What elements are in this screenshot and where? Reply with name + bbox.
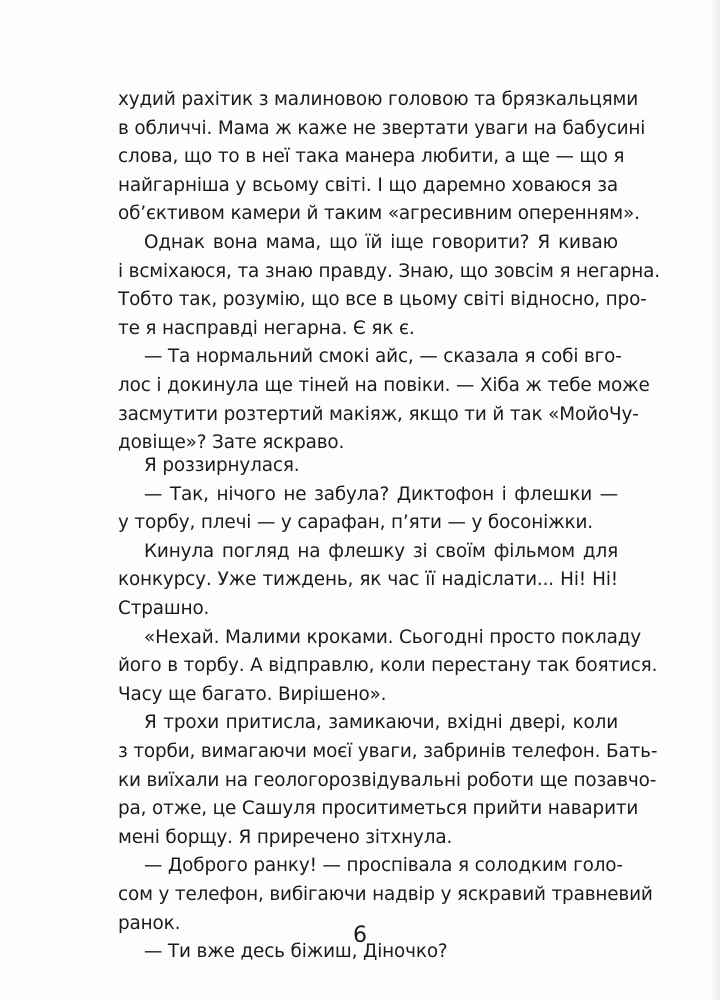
text-line: Часу ще багато. Вирішено». bbox=[118, 683, 387, 705]
text-line: — Так, нічого не забула? Диктофон і флешки — bbox=[144, 483, 618, 505]
page-number: 6 bbox=[353, 923, 367, 948]
text-line: Тобто так, розумію, що все в цьому світі відносно, про- bbox=[118, 289, 647, 311]
text-line: з торби, вимагаючи моєї уваги, забринів телефон. Бать- bbox=[118, 740, 658, 762]
text-line: лос і докинула ще тіней на повіки. — Хіба ж тебе може bbox=[118, 374, 650, 396]
text-line: конкурсу. Уже тиждень, як час її надіслати... Ні! Ні! bbox=[118, 569, 618, 591]
text-block-upper bbox=[118, 86, 660, 458]
text-line: слова, що то в неї така манера любити, а ще — що я bbox=[118, 146, 625, 168]
text-line: худий рахітик з малиновою головою та брязкальцями bbox=[118, 89, 639, 110]
text-line: ра, отже, це Сашуля проситиметься прийти наварити bbox=[118, 798, 639, 820]
text-line: сом у телефон, вибігаючи надвір у яскравий травневий bbox=[118, 883, 653, 905]
text-line: «Нехай. Малими кроками. Сьогодні просто покладу bbox=[144, 626, 642, 648]
text-line: — Доброго ранку! — проспівала я солодким голо- bbox=[144, 855, 623, 877]
text-line: Я роззирнулася. bbox=[144, 455, 300, 476]
text-line: ранок. bbox=[118, 912, 181, 934]
text-line: довіще»? Зате яскраво. bbox=[118, 432, 345, 454]
text-line: — Ти вже десь біжиш, Діночко? bbox=[144, 941, 448, 963]
text-line: Кинула погляд на флешку зі своїм фільмом для bbox=[144, 540, 618, 562]
text-line: найгарніша у всьому світі. І що даремно ховаюся за bbox=[118, 174, 618, 196]
text-line: Страшно. bbox=[118, 597, 210, 619]
text-line: — Та нормальний смокі айс, — сказала я собі вго- bbox=[144, 346, 622, 368]
text-line: те я насправді негарна. Є як є. bbox=[118, 317, 415, 339]
text-line: засмутити розтертий макіяж, якщо ти й так «МойоЧу- bbox=[118, 403, 639, 425]
text-line: ки виїхали на геологорозвідувальні роботи ще позавчо- bbox=[118, 769, 657, 791]
text-line: в обличчі. Мама ж каже не звертати уваги на бабусині bbox=[118, 117, 646, 139]
text-block-lower bbox=[118, 452, 658, 967]
text-line: і всміхаюся, та знаю правду. Знаю, що зовсім я негарна. bbox=[118, 260, 660, 282]
text-line: мені борщу. Я приречено зітхнула. bbox=[118, 826, 453, 848]
text-line: Однак вона мама, що їй іще говорити? Я киваю bbox=[144, 231, 618, 253]
text-line: його в торбу. А відправлю, коли перестану так боятися. bbox=[118, 655, 658, 677]
page-edge-shadow bbox=[710, 0, 720, 1000]
text-line: у торбу, плечі — у сарафан, п’яти — у босоніжки. bbox=[118, 512, 593, 534]
text-line: об’єктивом камери й таким «агресивним оперенням». bbox=[118, 203, 640, 225]
text-line: Я трохи притисла, замикаючи, вхідні двері, коли bbox=[144, 712, 618, 734]
